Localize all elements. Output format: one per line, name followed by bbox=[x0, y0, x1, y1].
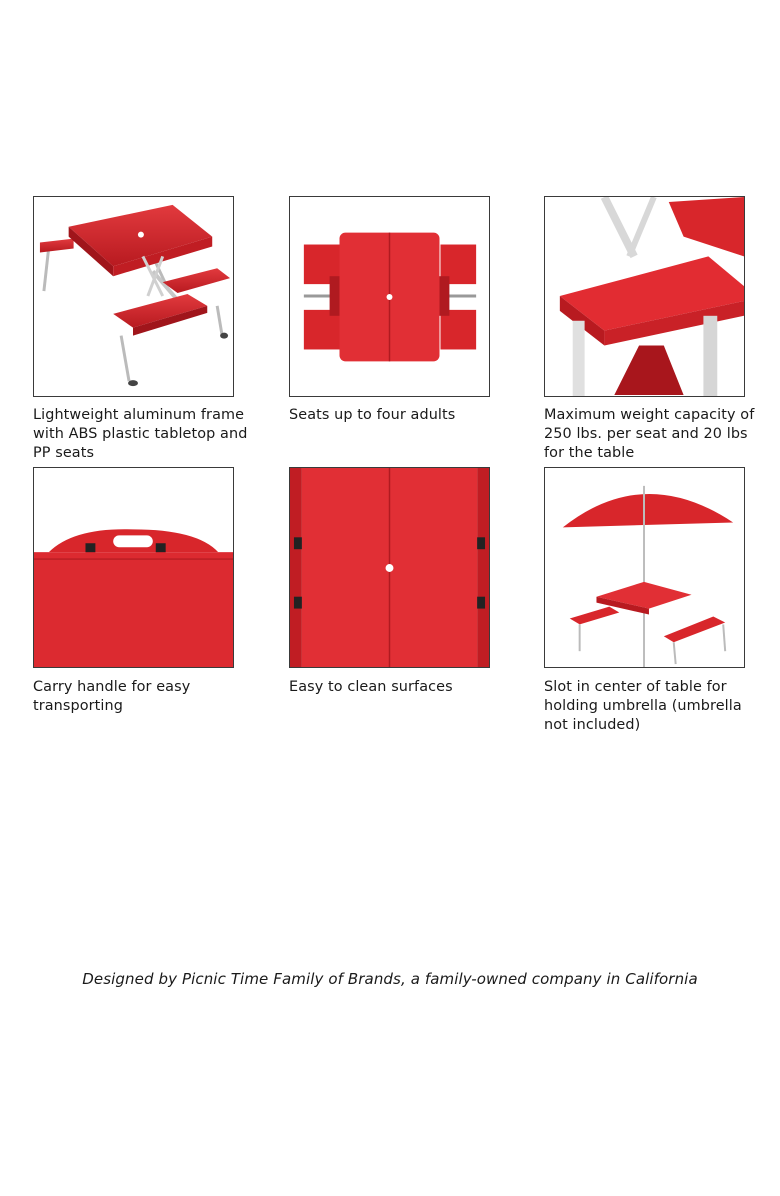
table-surface-image bbox=[289, 467, 490, 668]
table-with-umbrella-image bbox=[544, 467, 745, 668]
folding-picnic-table-image bbox=[33, 196, 234, 397]
feature-caption-6: Slot in center of table for holding umbrella (umbrella not included) bbox=[544, 679, 742, 733]
seat-closeup-image bbox=[544, 196, 745, 397]
carry-handle-image bbox=[33, 467, 234, 668]
feature-caption-4: Carry handle for easy transporting bbox=[33, 679, 191, 714]
feature-caption-2: Seats up to four adults bbox=[289, 407, 456, 423]
top-view-table-image bbox=[289, 196, 490, 397]
feature-caption-5: Easy to clean surfaces bbox=[289, 679, 453, 695]
brand-footer: Designed by Picnic Time Family of Brands, a family-owned company in California bbox=[82, 970, 698, 988]
feature-caption-1: Lightweight aluminum frame with ABS plastic tabletop and PP seats bbox=[33, 407, 248, 461]
feature-caption-3: Maximum weight capacity of 250 lbs. per seat and 20 lbs for the table bbox=[544, 407, 755, 461]
